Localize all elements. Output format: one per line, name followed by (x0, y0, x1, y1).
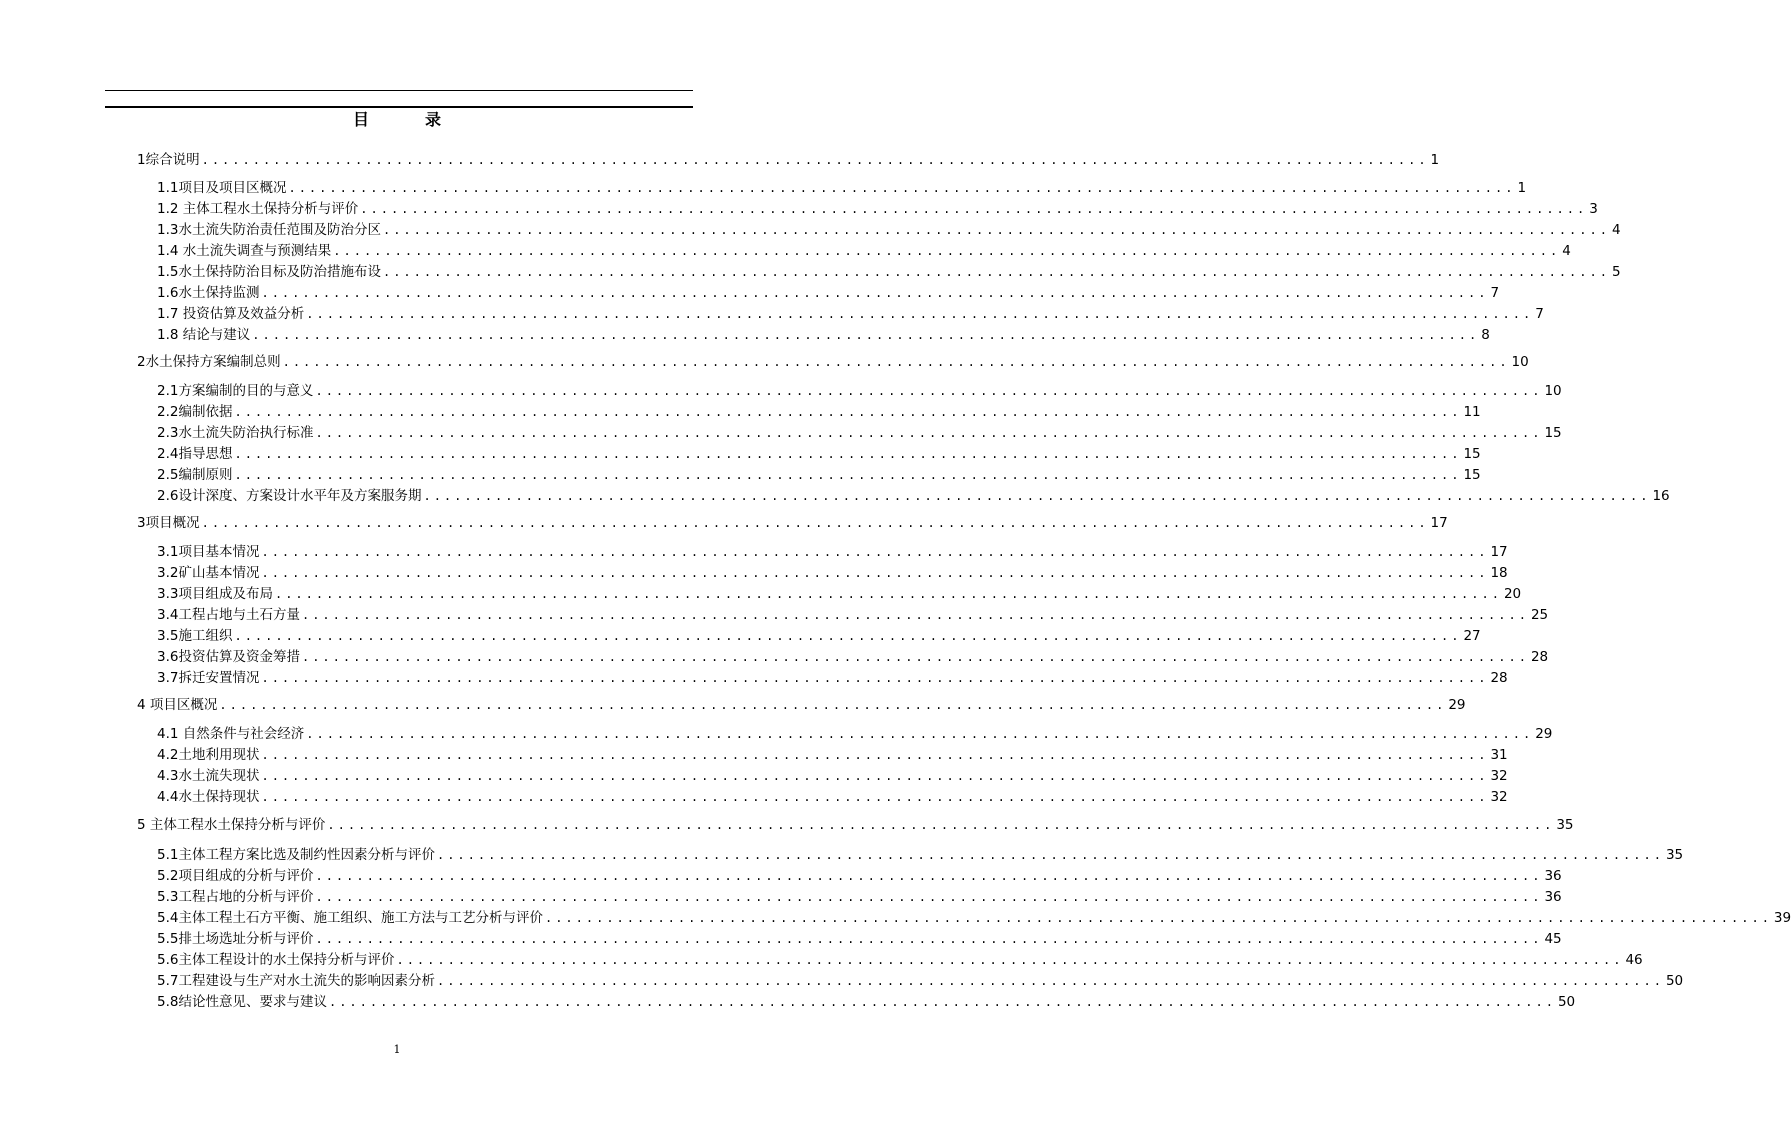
toc-entry-label: 2.1方案编制的目的与意义 (157, 383, 314, 399)
toc-entry-label: 3.1项目基本情况 (157, 544, 260, 560)
toc-entry-page: 25 (1530, 607, 1549, 623)
toc-section-entry[interactable] (157, 444, 1481, 464)
toc-section-entry[interactable] (157, 402, 1481, 422)
toc-entry-page: 11 (1463, 404, 1481, 420)
toc-dot-leader: ........................................................................................................................ (396, 953, 1624, 967)
toc-dot-leader: ........................................................................................................................ (333, 244, 1561, 258)
toc-entry-label: 5.4主体工程土石方平衡、施工组织、施工方法与工艺分析与评价 (157, 910, 543, 926)
toc-entry-label: 5.5排土场选址分析与评价 (157, 931, 314, 947)
toc-entry-page: 15 (1463, 446, 1481, 462)
toc-dot-leader: ........................................................................................................................ (328, 995, 1556, 1009)
toc-entry-label: 3.7拆迁安置情况 (157, 670, 260, 686)
toc-dot-leader: ........................................................................................................................ (201, 516, 1429, 530)
toc-entry-label: 1.4 水土流失调查与预测结果 (157, 243, 332, 259)
toc-entry-page: 18 (1490, 565, 1508, 581)
toc-dot-leader: ........................................................................................................................ (261, 286, 1489, 300)
toc-section-entry[interactable] (157, 486, 1670, 506)
toc-dot-leader: ........................................................................................................................ (261, 790, 1489, 804)
toc-dot-leader: ........................................................................................................................ (382, 223, 1610, 237)
toc-entry-page: 45 (1544, 931, 1562, 947)
toc-entry-page: 8 (1481, 327, 1490, 343)
toc-dot-leader: ........................................................................................................................ (423, 489, 1651, 503)
toc-dot-leader: ........................................................................................................................ (315, 890, 1543, 904)
toc-entry-label: 4.4水土保持现状 (157, 789, 260, 805)
toc-dot-leader: ........................................................................................................................ (261, 671, 1489, 685)
toc-entry-page: 46 (1625, 952, 1643, 968)
toc-entry-page: 39 (1773, 910, 1791, 926)
toc-entry-page: 29 (1535, 726, 1553, 742)
toc-section-entry[interactable] (157, 992, 1576, 1012)
toc-entry-label: 3.4工程占地与土石方量 (157, 607, 300, 623)
toc-section-entry[interactable] (157, 262, 1621, 282)
toc-entry-page: 10 (1544, 383, 1562, 399)
toc-dot-leader: ........................................................................................................................ (301, 608, 1529, 622)
toc-section-entry[interactable] (157, 423, 1562, 443)
toc-dot-leader: ........................................................................................................................ (306, 727, 1534, 741)
toc-dot-leader: ........................................................................................................................ (234, 468, 1462, 482)
toc-entry-page: 15 (1463, 467, 1481, 483)
toc-chapter-entry[interactable] (137, 695, 1466, 715)
toc-entry-page: 4 (1611, 222, 1621, 238)
toc-entry-label: 4.3水土流失现状 (157, 768, 260, 784)
toc-chapter-entry[interactable] (137, 513, 1448, 533)
toc-dot-leader: ........................................................................................................................ (315, 426, 1543, 440)
toc-dot-leader: ........................................................................................................................ (261, 566, 1489, 580)
toc-entry-page: 29 (1448, 697, 1466, 713)
toc-entry-label: 3项目概况 (137, 515, 200, 531)
toc-section-entry[interactable] (157, 304, 1544, 324)
toc-entry-label: 4 项目区概况 (137, 697, 218, 713)
toc-section-entry[interactable] (157, 381, 1562, 401)
toc-chapter-entry[interactable] (137, 352, 1529, 372)
toc-entry-page: 20 (1503, 586, 1522, 602)
toc-dot-leader: ........................................................................................................................ (261, 748, 1489, 762)
toc-section-entry[interactable] (157, 845, 1684, 865)
toc-section-entry[interactable] (157, 241, 1571, 261)
toc-entry-label: 2.4指导思想 (157, 446, 233, 462)
toc-entry-page: 5 (1611, 264, 1621, 280)
toc-entry-page: 7 (1535, 306, 1544, 322)
toc-section-entry[interactable] (157, 745, 1508, 765)
toc-entry-label: 1.6水土保持监测 (157, 285, 260, 301)
toc-entry-label: 3.3项目组成及布局 (157, 586, 273, 602)
toc-dot-leader: ........................................................................................................................ (234, 629, 1462, 643)
toc-section-entry[interactable] (157, 283, 1500, 303)
toc-dot-leader: ........................................................................................................................ (234, 405, 1462, 419)
toc-entry-page: 15 (1544, 425, 1562, 441)
toc-entry-label: 1.7 投资估算及效益分析 (157, 306, 305, 322)
toc-entry-page: 16 (1652, 488, 1670, 504)
toc-section-entry[interactable] (157, 178, 1527, 198)
toc-section-entry[interactable] (157, 766, 1508, 786)
toc-section-entry[interactable] (157, 908, 1791, 928)
page-number: 1 (393, 1043, 401, 1056)
toc-dot-leader: ........................................................................................................................ (274, 587, 1502, 601)
toc-section-entry[interactable] (157, 465, 1481, 485)
toc-entry-label: 1综合说明 (137, 152, 200, 168)
toc-entry-label: 2.3水土流失防治执行标准 (157, 425, 314, 441)
toc-chapter-entry[interactable] (137, 150, 1440, 170)
toc-entry-page: 17 (1430, 515, 1448, 531)
toc-entry-label: 3.5施工组织 (157, 628, 233, 644)
toc-entry-page: 35 (1665, 847, 1684, 863)
toc-entry-page: 32 (1490, 789, 1508, 805)
toc-entry-page: 50 (1665, 973, 1684, 989)
toc-entry-page: 36 (1544, 889, 1562, 905)
toc-entry-page: 32 (1490, 768, 1508, 784)
toc-section-entry[interactable] (157, 605, 1549, 625)
toc-section-entry[interactable] (157, 626, 1481, 646)
toc-entry-label: 1.8 结论与建议 (157, 327, 251, 343)
toc-entry-page: 3 (1589, 201, 1598, 217)
toc-dot-leader: ........................................................................................................................ (219, 698, 1447, 712)
toc-dot-leader: ........................................................................................................................ (360, 202, 1588, 216)
toc-entry-page: 36 (1544, 868, 1562, 884)
toc-entry-label: 2水土保持方案编制总则 (137, 354, 281, 370)
toc-section-entry[interactable] (157, 866, 1562, 886)
toc-section-entry[interactable] (157, 950, 1643, 970)
toc-entry-page: 27 (1463, 628, 1481, 644)
toc-section-entry[interactable] (157, 724, 1553, 744)
toc-entry-label: 5.8结论性意见、要求与建议 (157, 994, 327, 1010)
toc-section-entry[interactable] (157, 325, 1490, 345)
toc-dot-leader: ........................................................................................................................ (315, 384, 1543, 398)
toc-entry-page: 17 (1490, 544, 1508, 560)
toc-entry-page: 31 (1490, 747, 1508, 763)
toc-entry-label: 5.3工程占地的分析与评价 (157, 889, 314, 905)
toc-section-entry[interactable] (157, 542, 1508, 562)
toc-dot-leader: ........................................................................................................................ (327, 818, 1555, 832)
toc-entry-page: 7 (1490, 285, 1500, 301)
toc-dot-leader: ........................................................................................................................ (436, 848, 1664, 862)
toc-entry-label: 4.1 自然条件与社会经济 (157, 726, 305, 742)
toc-entry-page: 28 (1530, 649, 1549, 665)
toc-dot-leader: ........................................................................................................................ (315, 932, 1543, 946)
toc-entry-label: 1.5水土保持防治目标及防治措施布设 (157, 264, 381, 280)
toc-section-entry[interactable] (157, 584, 1522, 604)
toc-entry-label: 2.5编制原则 (157, 467, 233, 483)
toc-dot-leader: ........................................................................................................................ (315, 869, 1543, 883)
toc-section-entry[interactable] (157, 668, 1508, 688)
toc-section-entry[interactable] (157, 887, 1562, 907)
toc-entry-label: 5.7工程建设与生产对水土流失的影响因素分析 (157, 973, 435, 989)
toc-entry-page: 35 (1556, 817, 1574, 833)
toc-section-entry[interactable] (157, 787, 1508, 807)
toc-entry-label: 3.2矿山基本情况 (157, 565, 260, 581)
toc-entry-label: 5.2项目组成的分析与评价 (157, 868, 314, 884)
toc-section-entry[interactable] (157, 220, 1621, 240)
toc-entry-label: 4.2土地利用现状 (157, 747, 260, 763)
toc-dot-leader: ........................................................................................................................ (261, 769, 1489, 783)
toc-dot-leader: ........................................................................................................................ (544, 911, 1772, 925)
toc-section-entry[interactable] (157, 647, 1549, 667)
toc-dot-leader: ........................................................................................................................ (436, 974, 1664, 988)
toc-entry-label: 5.6主体工程设计的水土保持分析与评价 (157, 952, 395, 968)
toc-entry-page: 1 (1517, 180, 1527, 196)
toc-entry-page: 10 (1511, 354, 1529, 370)
toc-entry-label: 2.6设计深度、方案设计水平年及方案服务期 (157, 488, 422, 504)
toc-section-entry[interactable] (157, 929, 1562, 949)
toc-entry-page: 28 (1490, 670, 1508, 686)
toc-dot-leader: ........................................................................................................................ (261, 545, 1489, 559)
toc-entry-label: 3.6投资估算及资金筹措 (157, 649, 300, 665)
toc-dot-leader: ........................................................................................................................ (301, 650, 1529, 664)
toc-dot-leader: ........................................................................................................................ (288, 181, 1516, 195)
toc-entry-label: 1.1项目及项目区概况 (157, 180, 287, 196)
toc-entry-label: 5.1主体工程方案比选及制约性因素分析与评价 (157, 847, 435, 863)
toc-dot-leader: ........................................................................................................................ (282, 355, 1510, 369)
toc-entry-label: 5 主体工程水土保持分析与评价 (137, 817, 326, 833)
toc-entry-page: 1 (1430, 152, 1440, 168)
toc-dot-leader: ........................................................................................................................ (382, 265, 1610, 279)
toc-dot-leader: ........................................................................................................................ (306, 307, 1534, 321)
toc-section-entry[interactable] (157, 563, 1508, 583)
toc-chapter-entry[interactable] (137, 815, 1574, 835)
toc-entry-label: 2.2编制依据 (157, 404, 233, 420)
toc-section-entry[interactable] (157, 971, 1684, 991)
toc-dot-leader: ........................................................................................................................ (234, 447, 1462, 461)
toc-title: 目 录 (352, 110, 461, 129)
toc-dot-leader: ........................................................................................................................ (252, 328, 1480, 342)
toc-entry-page: 50 (1557, 994, 1576, 1010)
toc-entry-page: 4 (1562, 243, 1571, 259)
toc-dot-leader: ........................................................................................................................ (201, 153, 1429, 167)
toc-section-entry[interactable] (157, 199, 1598, 219)
toc-entry-label: 1.2 主体工程水土保持分析与评价 (157, 201, 359, 217)
toc-entry-label: 1.3水土流失防治责任范围及防治分区 (157, 222, 381, 238)
